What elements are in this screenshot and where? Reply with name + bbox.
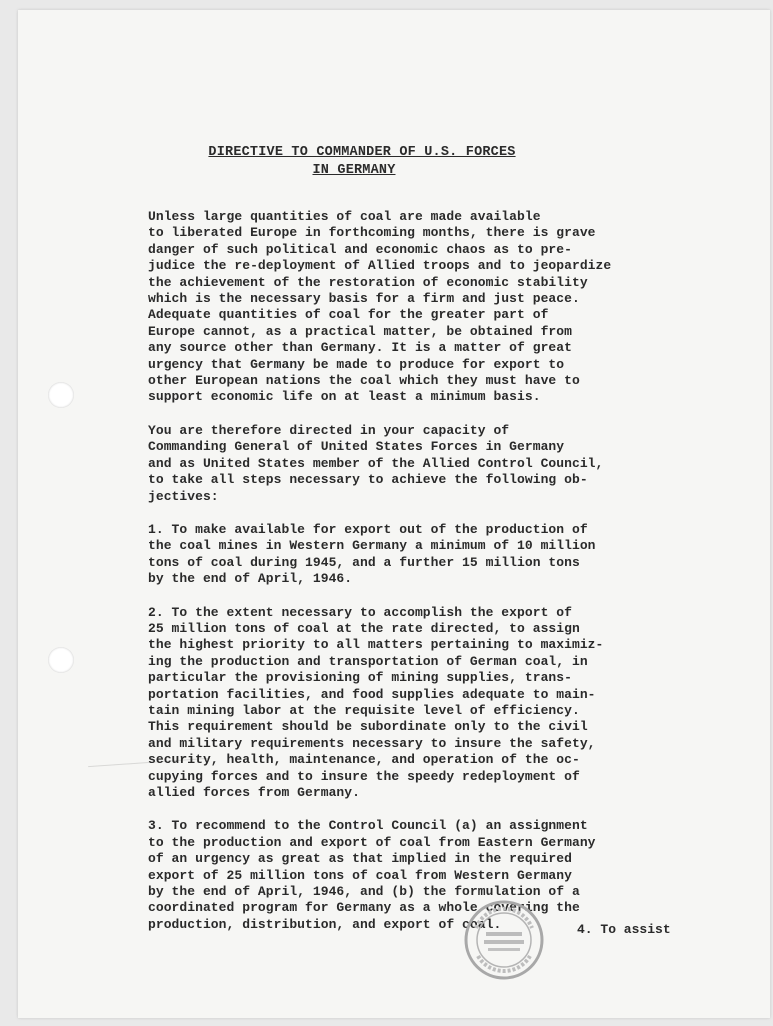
document-subtitle: IN GERMANY bbox=[312, 163, 396, 178]
objective-3: 3. To recommend to the Control Council (a) an assignment to the production and export of coal from Eastern Germany of an urgency as great as that implied in the required export of 25 million tons of coal from Western Germany by the end of April, 1946, and (b) the formulation of a coordinated program for Germany as a whole covering the production, distribution, and export of coal. bbox=[148, 818, 596, 932]
document-page bbox=[18, 10, 770, 1018]
objective-1: 1. To make available for export out of the production of the coal mines in Western Germany a minimum of 10 million tons of coal during 1945, and a further 15 million tons by the end of April, 1946. bbox=[148, 521, 596, 587]
punch-hole bbox=[48, 647, 74, 673]
paragraph-directive: You are therefore directed in your capacity of Commanding General of United States Forces in Germany and as United States member of the Allied Control Council, to take all steps necessary to achieve the following ob- jectives: bbox=[148, 422, 604, 504]
objective-2: 2. To the extent necessary to accomplish the export of 25 million tons of coal at the rate directed, to assign the highest priority to all matters pertaining to maximiz- ing the production and transportation of German coal, in particular the provisioning of mining supplies, trans- portation facilities, and food supplies adequate to main- tain mining labor at the requisite level of efficiency. This requirement should be subordinate only to the civil and military requirements necessary to insure the safety, security, health, maintenance, and operation of the oc- cupying forces and to insure the speedy redeployment of allied forces from Germany. bbox=[148, 604, 604, 800]
punch-hole bbox=[48, 382, 74, 408]
document-title: DIRECTIVE TO COMMANDER OF U.S. FORCES bbox=[208, 145, 516, 160]
archive-seal-icon bbox=[462, 898, 546, 982]
paragraph-intro: Unless large quantities of coal are made available to liberated Europe in forthcoming months, there is grave danger of such political and economic chaos as to pre- judice the re-deployment of Allied troops and to jeopardize the achievement of the restoration of economic stability which is the necessary basis for a firm and just peace. Adequate quantities of coal for the greater part of Europe cannot, as a practical matter, be obtained from any source other than Germany. It is a matter of great urgency that Germany be made to produce for export to other European nations the coal which they must have to support economic life on at least a minimum basis. bbox=[148, 209, 612, 405]
continuation-text: 4. To assist bbox=[577, 922, 671, 937]
document-body bbox=[148, 209, 748, 950]
